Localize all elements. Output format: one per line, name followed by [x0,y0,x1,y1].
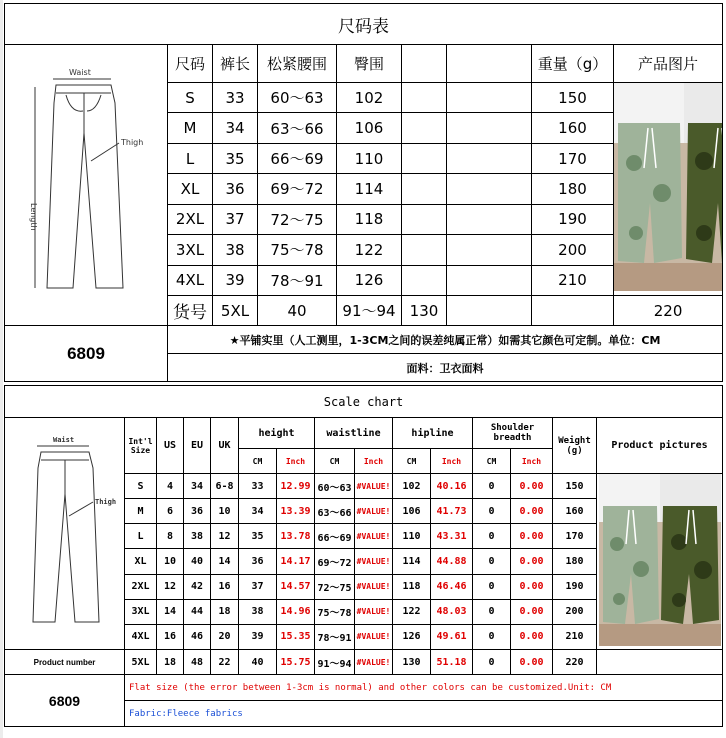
en-h-us: US [157,418,184,474]
pants-sketch-icon [11,63,161,303]
camo-shorts-photo [599,474,721,646]
en-pants-diagram [5,418,125,650]
en-h-shoulder: Shoulder breadth [473,418,553,449]
camo-shorts-photo [614,83,723,291]
table-row: 2XL 12 42 16 37 14.57 72～75 #VALUE! 118 46.46 0 0.00 190 [5,574,723,599]
cn-h-size: 尺码 [168,45,213,83]
cn-weight: 150 [532,83,614,113]
table-row: 3XL 14 44 18 38 14.96 75～78 #VALUE! 122 48.03 0 0.00 200 [5,599,723,624]
svg-text:Length: Length [29,203,38,231]
table-row: 4XL 16 46 20 39 15.35 78～91 #VALUE! 126 49.61 0 0.00 210 [5,624,723,649]
cn-size-table: 尺码表 Waist Thigh Length 尺码 裤长 松紧腰围 臀围 重量（g） 产品图片 S 33 60～63 102 150 M 34 63～66 106 160 L 35 66～69 110 170 XL 36 69～72 114 180 2XL 37 72～75 118 190 3XL 38 75～78 122 200 4XL 39 78～91 126 210 货号 5XL 40 91～94 130 220 6809 ★平铺实里（人工测里，1-3CM之间的误差纯属正常）如需其它颜色可定制。单位：CM 面料：卫衣面料 [4,3,723,382]
cn-h-waist: 松紧腰围 [258,45,337,83]
table-row: Product number 5XL 18 48 22 40 15.75 91～94 #VALUE! 130 51.18 0 0.00 220 [5,650,723,675]
en-note: Flat size (the error between 1-3cm is normal) and other colors can be customized.Unit: CM [125,675,723,701]
cn-length: 33 [213,83,258,113]
cn-h-length: 裤长 [213,45,258,83]
svg-text:Waist: Waist [69,68,91,77]
cn-item-label: 货号 [168,296,213,326]
cn-size: S [168,83,213,113]
cn-waist: 60～63 [258,83,337,113]
product-photo [614,83,723,296]
table-row: M 6 36 10 34 13.39 63～66 #VALUE! 106 41.73 0 0.00 160 [5,499,723,524]
cn-fabric: 面料：卫衣面料 [168,354,723,382]
table-row: XL 10 40 14 36 14.17 69～72 #VALUE! 114 44.88 0 0.00 180 [5,549,723,574]
pants-sketch-icon [7,432,123,632]
cn-hip: 102 [337,83,402,113]
en-product-number-label: Product number [5,650,125,675]
cn-h-weight: 重量（g） [532,45,614,83]
cn-h-empty1 [402,45,447,83]
table-row: S 4 34 6-8 33 12.99 60～63 #VALUE! 102 40.16 0 0.00 150 [5,474,723,499]
sheet-margin [0,0,3,738]
cn-item-number: 6809 [5,326,168,382]
cn-note: ★平铺实里（人工测里，1-3CM之间的误差纯属正常）如需其它颜色可定制。单位：CM [168,326,723,354]
cn-title: 尺码表 [5,4,723,45]
table-row: L 8 38 12 35 13.78 66～69 #VALUE! 110 43.31 0 0.00 170 [5,524,723,549]
en-h-hip: hipline [393,418,473,449]
en-h-height: height [239,418,315,449]
svg-text:Thigh: Thigh [121,138,144,147]
en-scale-table: Scale chart Waist Thigh Int'l Size US EU UK height waistline hipline Shoulder breadth Weight (g) Product pictures CM Inch CM Inch CM Inch CM Inch S 4 34 6-8 33 12.99 60～63 #VALUE! 102 40.16 0 0.00 150 M 6 36 10 34 13.39 63～66 #VALUE! 106 41.73 0 0.00 160 L 8 38 12 35 13.78 66～69 #VALUE! 110 43.31 0 0.00 170 XL 10 40 14 36 14.17 69～72 #VALUE! 114 44.88 0 0.00 180 2XL 12 42 16 37 14.57 72～75 #VALUE! 118 46.46 0 0.00 190 3XL 14 44 18 38 14.96 75～78 #VALUE! 122 48.03 0 0.00 200 4XL 16 46 20 39 15.35 78～91 #VALUE! 126 49.61 0 0.00 210 Product number 5XL 18 48 22 40 15.75 91～94 #VALUE! 130 51.18 0 0.00 220 6809 Flat size (the error between 1-3cm is normal) and other colors can be customized.Unit: CM Fabric:Fleece fabrics [4,385,723,727]
en-h-eu: EU [184,418,211,474]
en-h-pictures: Product pictures [597,418,723,474]
en-h-size: Int'l Size [125,418,157,474]
svg-text:Waist: Waist [52,436,74,444]
cn-h-empty2 [447,45,532,83]
cn-h-pictures: 产品图片 [614,45,723,83]
cn-h-hip: 臀围 [337,45,402,83]
pants-diagram [5,45,168,326]
en-item-number: 6809 [5,675,125,727]
en-fabric: Fabric:Fleece fabrics [125,701,723,727]
en-h-waist: waistline [315,418,393,449]
en-h-weight: Weight (g) [553,418,597,474]
en-title: Scale chart [5,386,723,418]
svg-text:Thigh: Thigh [94,498,116,506]
en-h-uk: UK [211,418,239,474]
en-product-photo [597,474,723,650]
